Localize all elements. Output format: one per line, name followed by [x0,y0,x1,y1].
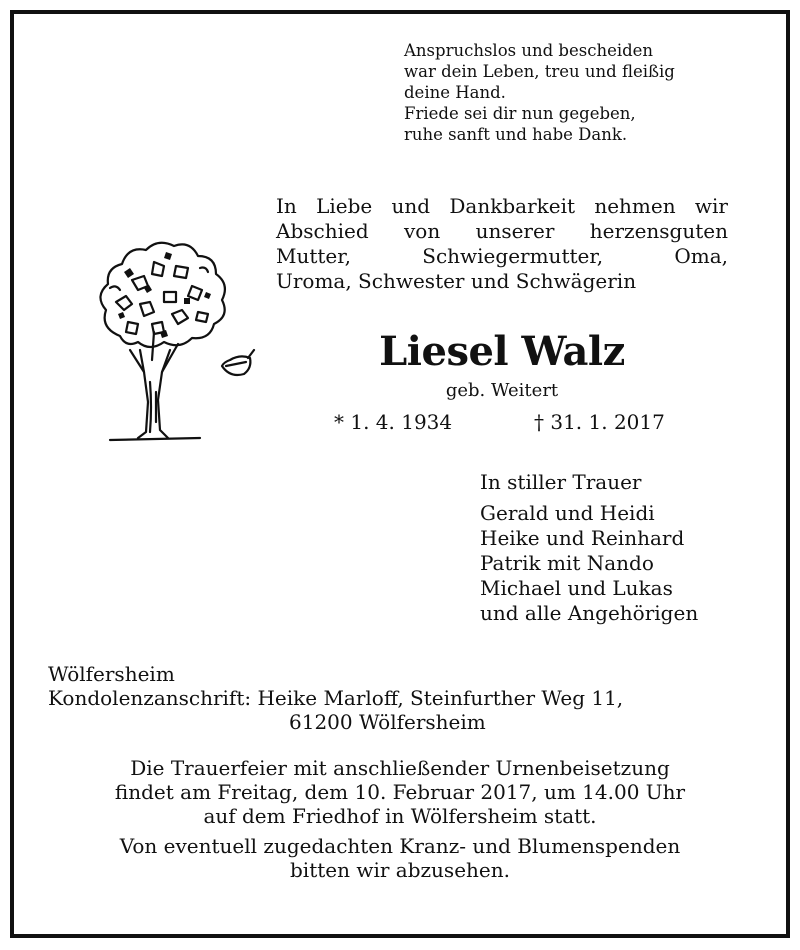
intro-line: Abschied von unserer herzensguten [276,219,728,243]
deceased-name: Liesel Walz [379,328,625,375]
funeral-line: findet am Freitag, dem 10. Februar 2017, um 14.00 Uhr [114,780,686,804]
funeral-line: auf dem Friedhof in Wölfersheim statt. [203,804,597,828]
poem-line: war dein Leben, treu und fleißig [404,62,675,81]
maiden-name: geb. Weitert [445,380,559,401]
poem-line: deine Hand. [404,83,506,102]
place-name: Wölfersheim [48,662,175,686]
funeral-notice [14,756,786,828]
poem-line: ruhe sanft und habe Dank. [404,125,628,144]
mourner-name: Michael und Lukas [480,576,673,600]
funeral-line: Die Trauerfeier mit anschließender Urnenbeisetzung [130,756,670,780]
intro-line: In Liebe und Dankbarkeit nehmen wir [276,194,728,218]
mourners-heading: In stiller Trauer [480,470,642,494]
mourners-list [480,470,698,626]
flowers-note [14,834,786,882]
condolence-address-line1: Kondolenzanschrift: Heike Marloff, Steinfurther Weg 11, [48,686,624,710]
poem-line: Anspruchslos und bescheiden [404,41,654,60]
mourner-name: Heike und Reinhard [480,526,685,550]
falling-leaf-icon [222,350,254,375]
flowers-line: bitten wir abzusehen. [290,858,510,882]
birth-date: * 1. 4. 1934 [334,410,453,434]
mourner-name: Gerald und Heidi [480,501,655,525]
mourner-name: und alle Angehörigen [480,601,699,625]
intro-line: Uroma, Schwester und Schwägerin [276,269,637,293]
intro-line: Mutter, Schwiegermutter, Oma, [276,244,728,268]
condolence-address-line2: 61200 Wölfersheim [289,710,486,734]
flowers-line: Von eventuell zugedachten Kranz- und Blumenspenden [119,834,681,858]
death-date: † 31. 1. 2017 [534,410,665,434]
poem-line: Friede sei dir nun gegeben, [404,104,636,123]
tree-icon [80,232,256,446]
mourner-name: Patrik mit Nando [480,551,654,575]
memorial-poem [404,40,675,145]
farewell-intro [276,194,728,294]
